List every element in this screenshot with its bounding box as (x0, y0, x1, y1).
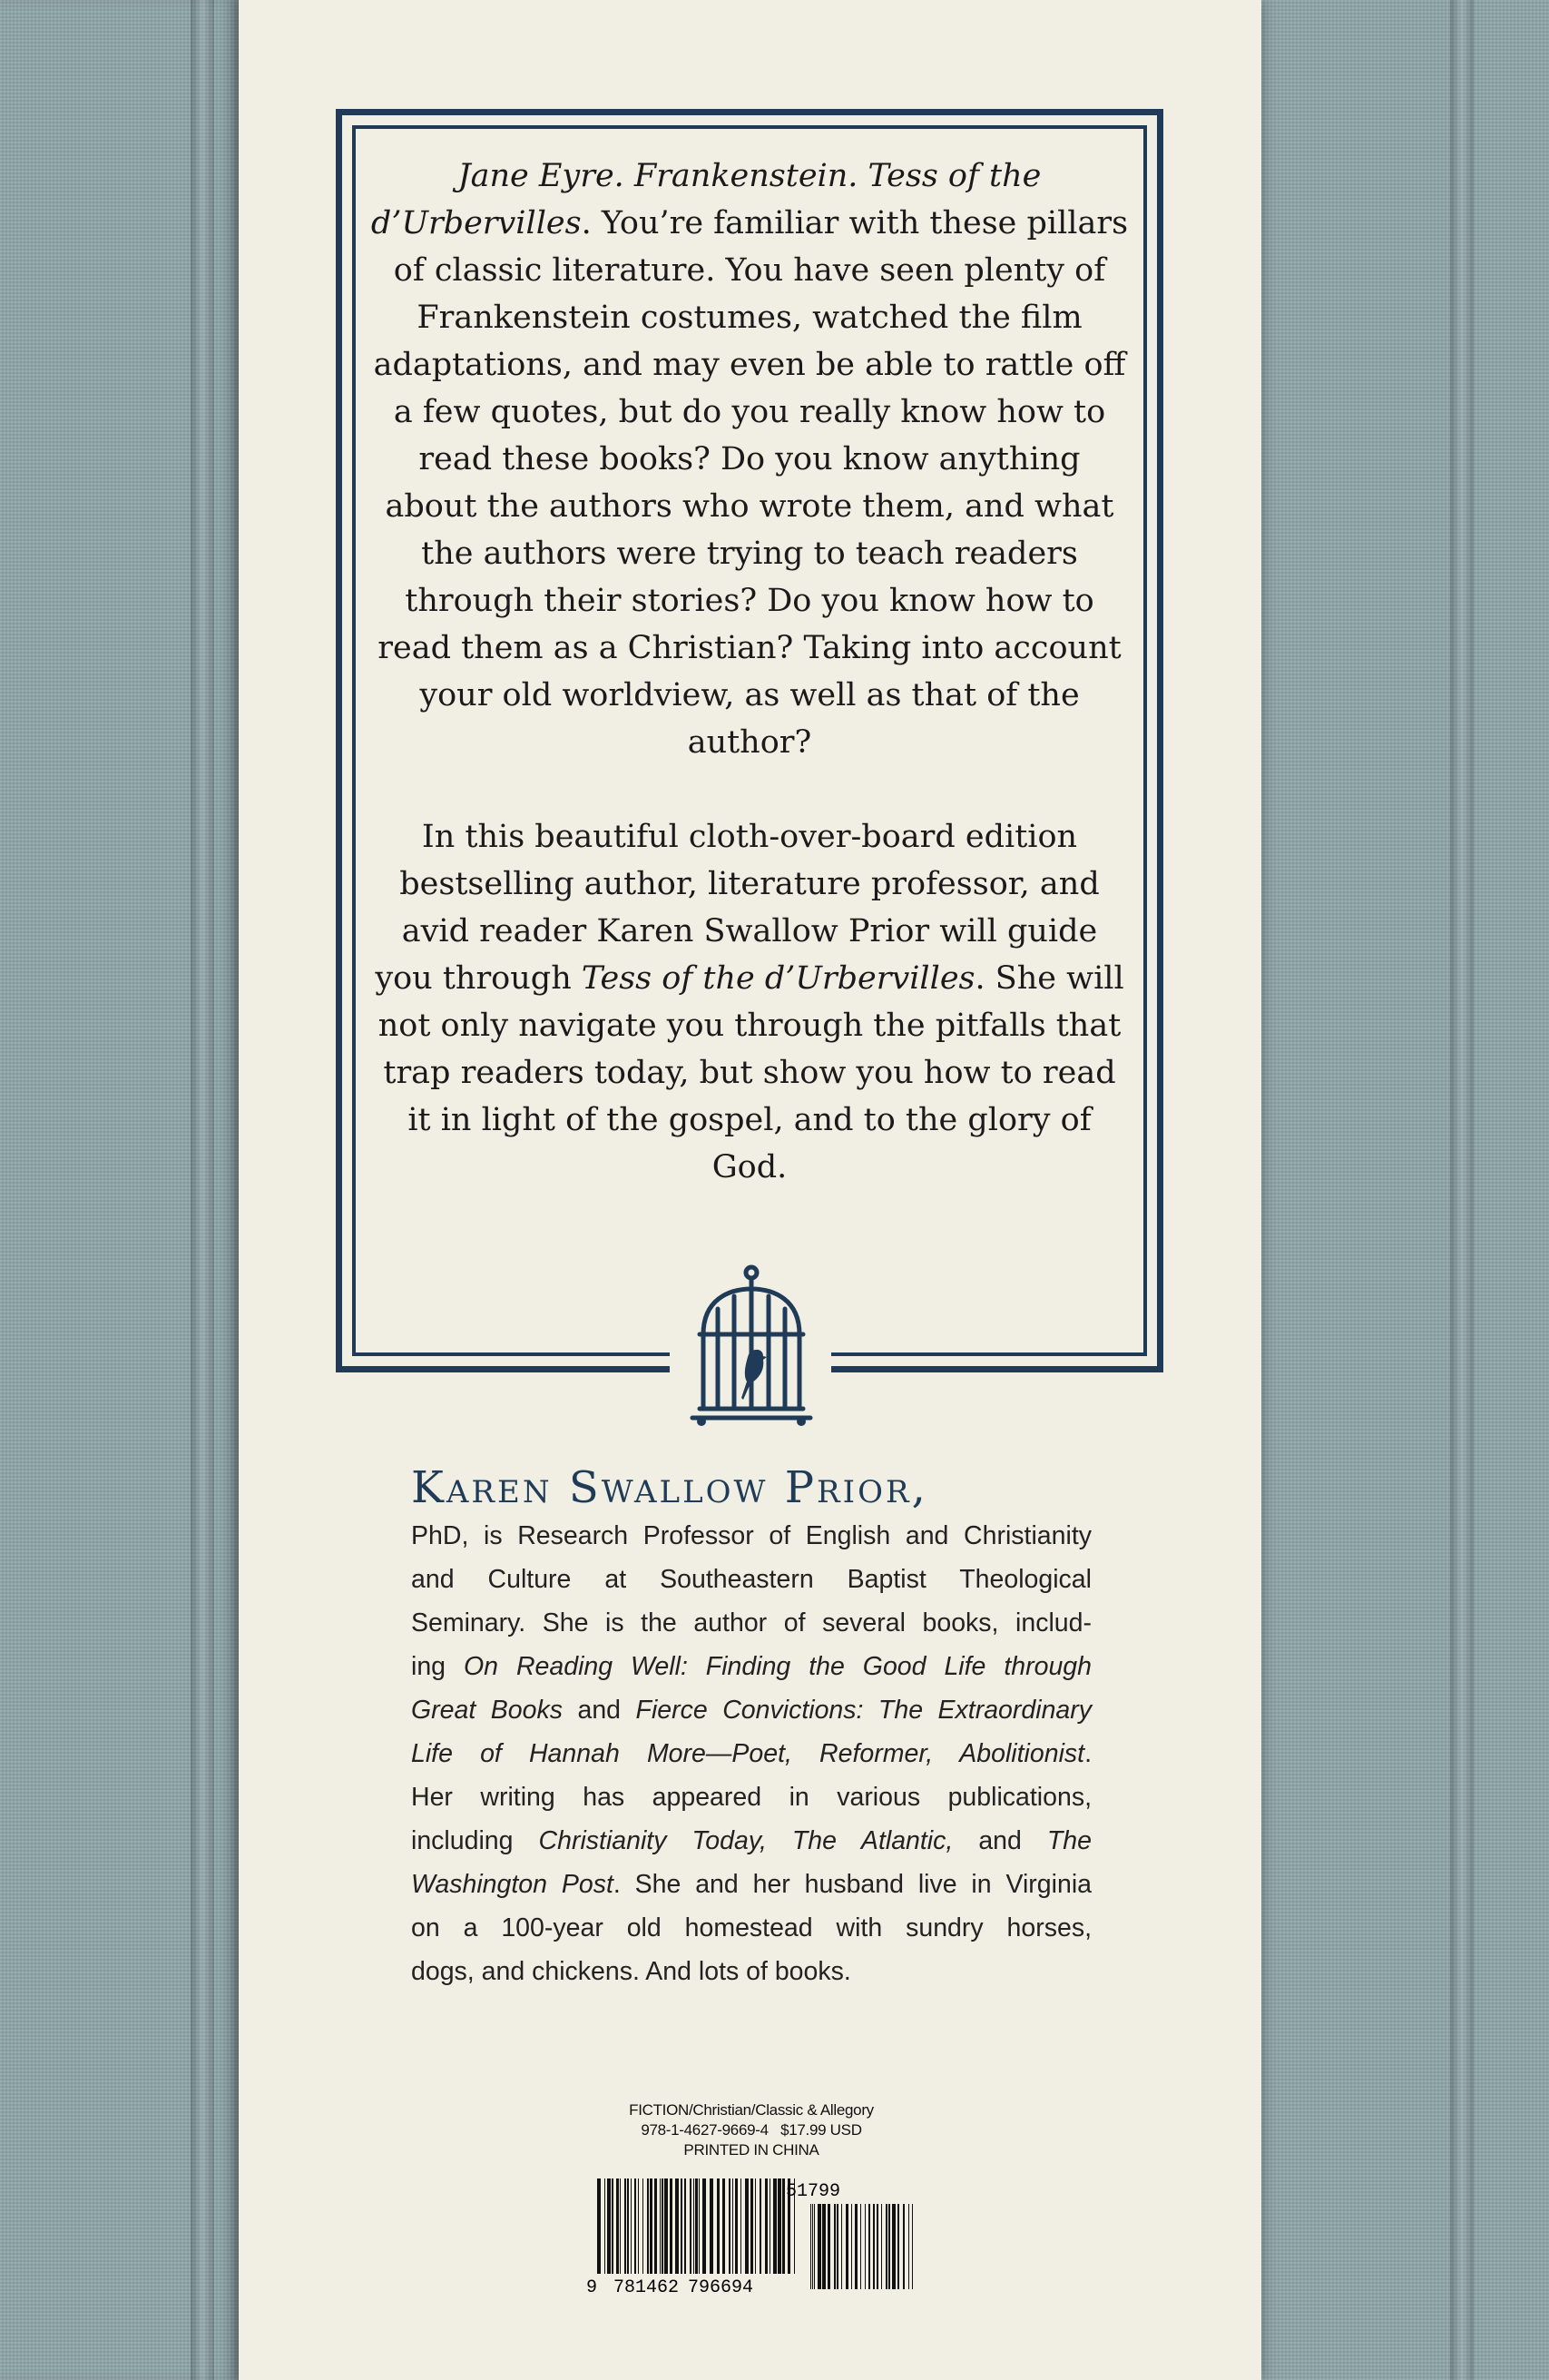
barcode-lead-digit: 9 (586, 2277, 598, 2296)
book-title: Great Books (411, 1696, 563, 1725)
barcode-bar (760, 2178, 761, 2274)
barcode-right-digits: 796694 (688, 2277, 754, 2296)
barcode-bar (897, 2204, 899, 2289)
barcode-bar (855, 2204, 858, 2289)
back-cover-panel (239, 0, 1261, 2380)
barcode-bar (886, 2204, 887, 2289)
description-text: . She will not only navigate you through the pitfalls that trap readers today, but show you how to read it in light of the gospel, and to the glory of God. (377, 960, 1124, 1185)
bio-line: on a 100-year old homestead with sundry horses, (411, 1913, 1092, 1942)
isbn-barcode (586, 2178, 940, 2296)
barcode-bar (892, 2204, 896, 2289)
cover-seam (191, 0, 214, 2380)
barcode-bar (881, 2204, 882, 2289)
barcode-bar (607, 2178, 611, 2274)
barcode-bar (717, 2178, 720, 2274)
barcode-bar (903, 2204, 905, 2289)
barcode-bar (773, 2178, 777, 2274)
barcode-bar (732, 2178, 733, 2274)
barcode-bar (664, 2178, 668, 2274)
price: $17.99 USD (780, 2121, 862, 2139)
book-description (370, 152, 1129, 1191)
barcode-bar (654, 2178, 657, 2274)
barcode-bar (690, 2178, 691, 2274)
barcode-bar (745, 2178, 749, 2274)
barcode-bar (662, 2178, 663, 2274)
bio-line (411, 1819, 1092, 1863)
book-title: On Reading Well: Finding the Good Life through (463, 1652, 1092, 1681)
barcode-bar (624, 2178, 626, 2274)
barcode-bar (877, 2204, 878, 2289)
barcode-bar (912, 2204, 913, 2289)
barcode-bar (650, 2178, 652, 2274)
birdcage-icon (683, 1264, 819, 1429)
barcode-bar (597, 2178, 601, 2274)
description-text: In this beautiful cloth-over-board edition bestselling author, literature professor, and avid reader Karen Swallow Prior will guide you through (375, 819, 1100, 997)
barcode-bar (616, 2178, 619, 2274)
barcode-bar (604, 2178, 605, 2274)
barcode-bar (722, 2178, 725, 2274)
barcode-bar (812, 2204, 813, 2289)
barcode-bar (638, 2178, 639, 2274)
bio-line (411, 1645, 1092, 1688)
barcode-left-digits: 781462 (613, 2277, 680, 2296)
product-info (565, 2100, 937, 2160)
barcode-bar (841, 2204, 842, 2289)
bio-text: ing (411, 1652, 464, 1681)
cloth-cover-right (1261, 0, 1549, 2380)
barcode-bar (865, 2204, 866, 2289)
barcode-bar (729, 2178, 730, 2274)
barcode-bar (647, 2178, 649, 2274)
barcode-bar (681, 2178, 682, 2274)
barcode-bar (834, 2204, 836, 2289)
barcode-bar (702, 2178, 706, 2274)
bio-line: dogs, and chickens. And lots of books. (411, 1957, 851, 1986)
barcode-bar (675, 2178, 679, 2274)
description-paragraph-2 (370, 813, 1129, 1191)
barcode-bar (822, 2204, 826, 2289)
barcode-bar (612, 2178, 613, 2274)
barcode-bar (765, 2178, 768, 2274)
barcode-bar (740, 2178, 741, 2274)
barcode-bar (778, 2178, 781, 2274)
barcode-bar (818, 2204, 821, 2289)
barcode-bar (810, 2204, 811, 2289)
barcode-addon-digits: 51799 (786, 2181, 841, 2202)
barcode-bar (627, 2178, 629, 2274)
publication-name: Washington Post (411, 1870, 613, 1899)
barcode-bar (868, 2204, 870, 2289)
barcode-bar (846, 2204, 848, 2289)
barcode-main-bars (597, 2178, 795, 2274)
barcode-bar (828, 2204, 830, 2289)
category-label: FICTION/Christian/Classic & Allegory (629, 2101, 874, 2119)
barcode-bar (634, 2178, 636, 2274)
description-paragraph-1 (370, 152, 1129, 766)
barcode-bar (750, 2178, 753, 2274)
book-title: Life of Hannah More—Poet, Reformer, Abolitionist (411, 1739, 1085, 1768)
description-italic-title: Tess of the d’Urbervilles (581, 960, 975, 997)
barcode-bar (631, 2178, 632, 2274)
barcode-addon-bars (810, 2204, 913, 2289)
barcode-bar (908, 2204, 909, 2289)
bio-text: and (562, 1696, 636, 1725)
barcode-bar (695, 2178, 698, 2274)
bio-text: . She and her husband live in Virginia (613, 1870, 1092, 1899)
author-bio (411, 1456, 1092, 1993)
publication-names: Christianity Today, The Atlantic, (538, 1826, 954, 1855)
bio-text: . (1084, 1739, 1092, 1768)
barcode-bar (620, 2178, 621, 2274)
bio-text: and (953, 1826, 1047, 1855)
bio-text: including (411, 1826, 539, 1855)
printed-in: PRINTED IN CHINA (683, 2141, 819, 2159)
barcode-bar (888, 2204, 890, 2289)
barcode-bar (642, 2178, 643, 2274)
barcode-bar (837, 2204, 838, 2289)
barcode-bar (851, 2204, 852, 2289)
author-name: Karen Swallow Prior, (411, 1462, 928, 1513)
barcode-bar (814, 2204, 815, 2289)
isbn-price-line (565, 2120, 937, 2140)
bio-line (411, 1688, 1092, 1732)
publication-name: The (1046, 1826, 1092, 1855)
barcode-bar (699, 2178, 700, 2274)
bio-line (411, 1732, 1092, 1775)
bio-line: PhD, is Research Professor of English and Christianity (411, 1521, 1092, 1550)
barcode-bar (660, 2178, 661, 2274)
book-title: Fierce Convictions: The Extraordinary (635, 1696, 1093, 1725)
bio-line (411, 1863, 1092, 1906)
barcode-bar (860, 2204, 861, 2289)
bio-line: Seminary. She is the author of several books, includ- (411, 1608, 1092, 1637)
bio-line: and Culture at Southeastern Baptist Theological (411, 1565, 1092, 1594)
bio-line: Her writing has appeared in various publications, (411, 1783, 1092, 1812)
isbn: 978-1-4627-9669-4 (641, 2121, 769, 2139)
description-italic-titles: Jane Eyre. Frankenstein. Tess of the d’Urbervilles (370, 158, 1042, 241)
barcode-bar (782, 2178, 785, 2274)
barcode-bar (755, 2178, 756, 2274)
description-text: . You’re familiar with these pillars of classic literature. You have seen plenty of Frankenstein costumes, watched the film adaptations, and may even be able to rattle off a few quotes, but do you really know how to read these books? Do you know anything about the authors who wrote them, and what the authors were trying to teach readers through their stories? Do you know how to read them as a Christian? Taking into account your old worldview, as well as that of the author? (373, 205, 1129, 761)
barcode-bar (693, 2178, 694, 2274)
barcode-bar (735, 2178, 738, 2274)
barcode-bar (684, 2178, 686, 2274)
cover-seam (1450, 0, 1474, 2380)
barcode-bar (710, 2178, 713, 2274)
barcode-bar (670, 2178, 672, 2274)
barcode-bar (873, 2204, 875, 2289)
